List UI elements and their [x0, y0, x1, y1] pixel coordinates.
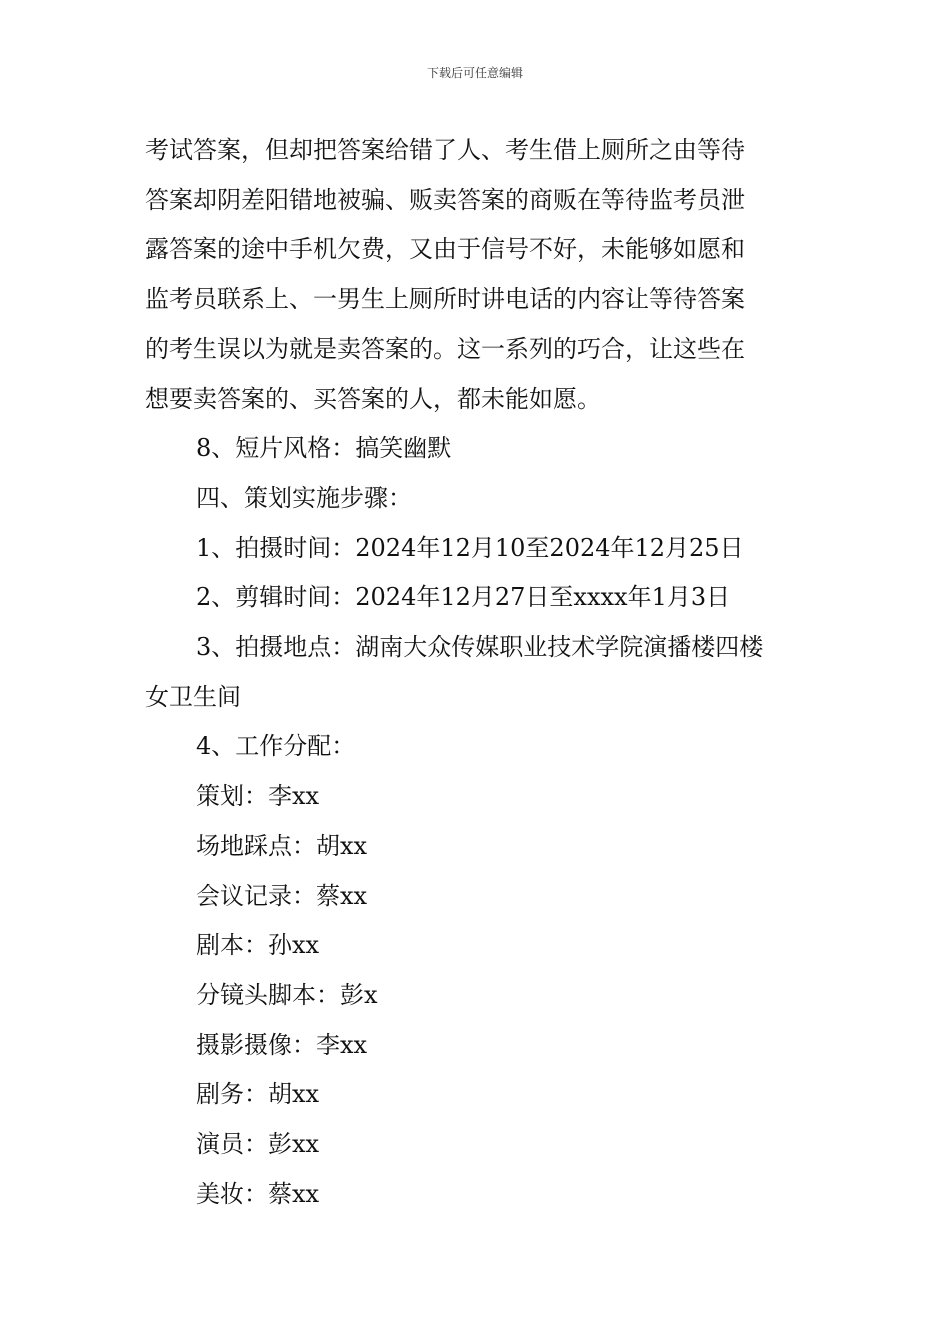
- item-location-continued: 女卫生间: [145, 682, 241, 711]
- item-shoot-time: 1、拍摄时间：2024年12月10至2024年12月25日: [196, 533, 744, 562]
- page-header-note: 下载后可任意编辑: [426, 66, 523, 80]
- item-work-assignment: 4、工作分配：: [196, 732, 356, 761]
- section-heading-implementation: 四、策划实施步骤：: [196, 483, 412, 512]
- staff-entry: 摄影摄像：李xx: [196, 1030, 368, 1059]
- item-edit-time: 2、剪辑时间：2024年12月27日至xxxx年1月3日: [196, 583, 731, 612]
- staff-entry: 场地踩点：胡xx: [196, 831, 368, 860]
- paragraph-line: 答案却阴差阳错地被骗、贩卖答案的商贩在等待监考员泄: [145, 185, 745, 214]
- staff-entry: 剧本：孙xx: [196, 931, 320, 960]
- paragraph-line: 考试答案，但却把答案给错了人、考生借上厕所之由等待: [145, 136, 745, 164]
- staff-entry: 会议记录：蔡xx: [196, 881, 368, 910]
- item-location: 3、拍摄地点：湖南大众传媒职业技术学院演播楼四楼: [196, 633, 764, 662]
- paragraph-line: 露答案的途中手机欠费，又由于信号不好，未能够如愿和: [145, 235, 745, 264]
- item-film-style: 8、短片风格：搞笑幽默: [196, 434, 452, 463]
- paragraph-line: 想要卖答案的、买答案的人，都未能如愿。: [145, 384, 601, 413]
- document-body: [145, 126, 810, 1219]
- paragraph-line: 监考员联系上、一男生上厕所时讲电话的内容让等待答案: [145, 285, 745, 314]
- staff-entry: 分镜头脚本：彭x: [196, 980, 378, 1009]
- staff-entry: 策划：李xx: [196, 782, 320, 811]
- paragraph-line: 的考生误以为就是卖答案的。这一系列的巧合，让这些在: [145, 334, 745, 363]
- staff-entry: 剧务：胡xx: [196, 1080, 320, 1109]
- staff-entry: 美妆：蔡xx: [196, 1179, 320, 1208]
- staff-entry: 演员：彭xx: [196, 1130, 320, 1159]
